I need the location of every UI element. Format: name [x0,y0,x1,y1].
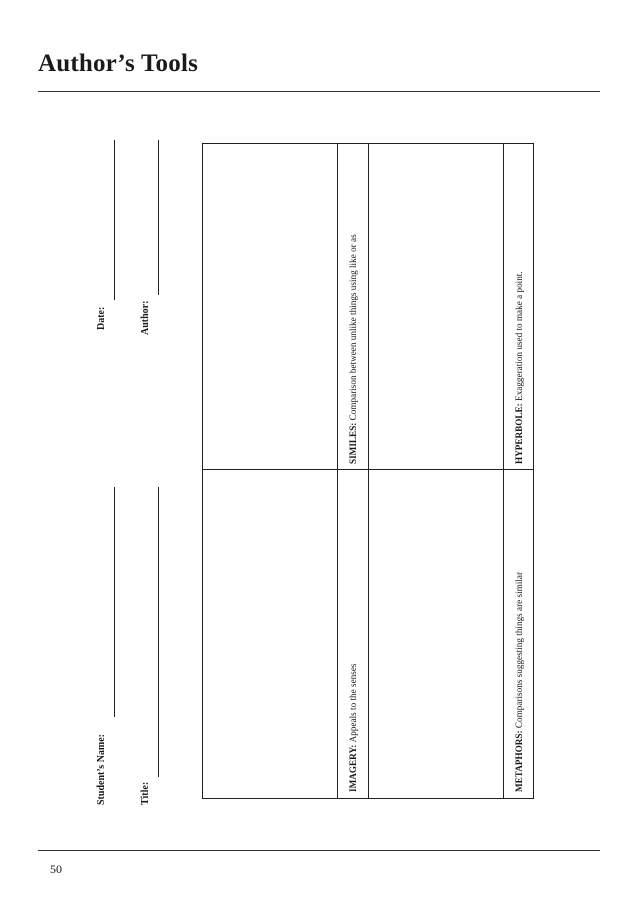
hyperbole-definition: Exaggeration used to make a point. [514,271,524,401]
table-row-divider [368,144,369,798]
imagery-term: IMAGERY: [348,742,358,792]
similes-term: SIMILES: [348,420,358,464]
footer-divider [38,850,600,851]
author-label: Author: [140,300,151,335]
metaphors-label [515,572,524,792]
title-label: Title: [140,781,151,805]
metaphors-term: METAPHORS: [514,728,524,792]
page-number: 50 [50,862,62,876]
title-line[interactable] [158,487,159,777]
worksheet [96,135,541,805]
author-line[interactable] [158,140,159,295]
page-title: Author’s Tools [38,50,199,77]
metaphors-definition: Comparisons suggesting things are similar [514,571,524,729]
tools-table [202,143,534,799]
table-row-divider [337,144,338,798]
imagery-definition: Appeals to the senses [348,663,358,743]
table-row-divider [503,144,504,798]
student-name-label: Student’s Name: [96,733,107,805]
similes-definition: Comparison between unlike things using like or as [348,234,358,421]
date-label: Date: [96,306,107,330]
date-line[interactable] [114,140,115,300]
hyperbole-term: HYPERBOLE: [514,400,524,464]
hyperbole-label [515,271,524,464]
imagery-label [349,664,358,792]
title-divider [38,91,600,92]
similes-label [349,234,358,464]
student-name-line[interactable] [114,487,115,717]
